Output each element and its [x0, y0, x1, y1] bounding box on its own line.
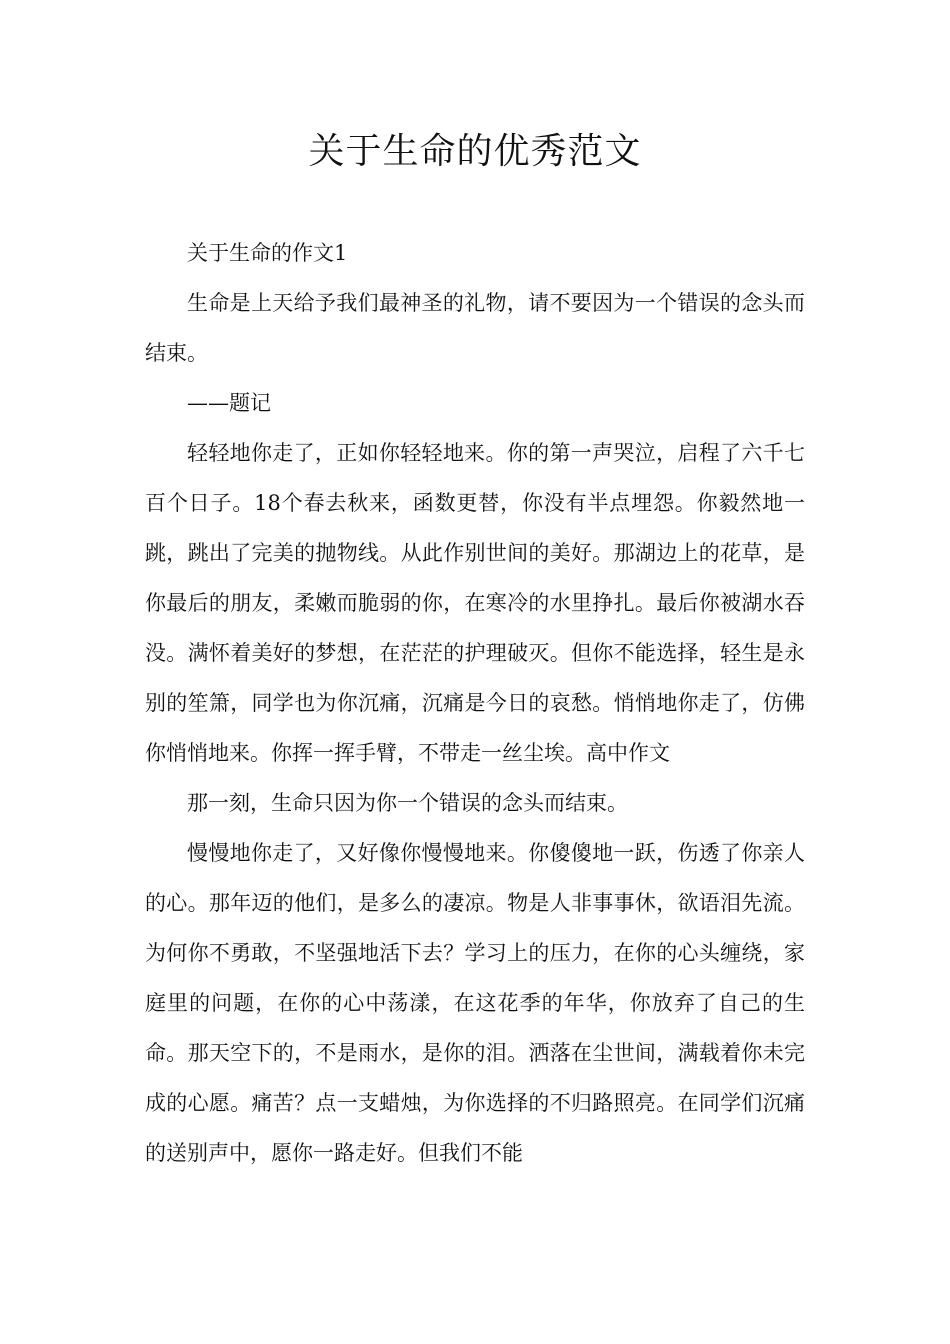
paragraph-epigraph: 生命是上天给予我们最神圣的礼物，请不要因为一个错误的念头而结束。: [145, 291, 805, 365]
paragraph-body: 轻轻地你走了，正如你轻轻地来。你的第一声哭泣，启程了六千七百个日子。18个春去秋来，函数更替，你没有半点埋怨。你毅然地一跳，跳出了完美的抛物线。从此作别世间的美好。那湖边上的花草，是你最后的朋友，柔嫩而脆弱的你，在寒冷的水里挣扎。最后你被湖水吞没。满怀着美好的梦想，在茫茫的护理破灭。但你不能选择，轻生是永别的笙箫，同学也为你沉痛，沉痛是今日的哀愁。悄悄地你走了，仿佛你悄悄地来。你挥一挥手臂，不带走一丝尘埃。高中作文: [145, 441, 805, 765]
paragraph-body: 慢慢地你走了，又好像你慢慢地来。你傻傻地一跃，伤透了你亲人的心。那年迈的他们，是多么的凄凉。物是人非事事休，欲语泪先流。为何你不勇敢，不坚强地活下去？学习上的压力，在你的心头缠绕，家庭里的问题，在你的心中荡漾，在这花季的年华，你放弃了自己的生命。那天空下的，不是雨水，是你的泪。洒落在尘世间，满载着你未完成的心愿。痛苦？点一支蜡烛，为你选择的不归路照亮。在同学们沉痛的送别声中，愿你一路走好。但我们不能: [145, 841, 805, 1165]
paragraph-heading: 关于生命的作文1: [187, 241, 348, 265]
document-title: 关于生命的优秀范文: [308, 131, 642, 172]
paragraph-body: 那一刻，生命只因为你一个错误的念头而结束。: [187, 791, 628, 815]
paragraph-epigraph-attribution: ——题记: [187, 391, 271, 415]
document-body: [145, 228, 805, 1178]
